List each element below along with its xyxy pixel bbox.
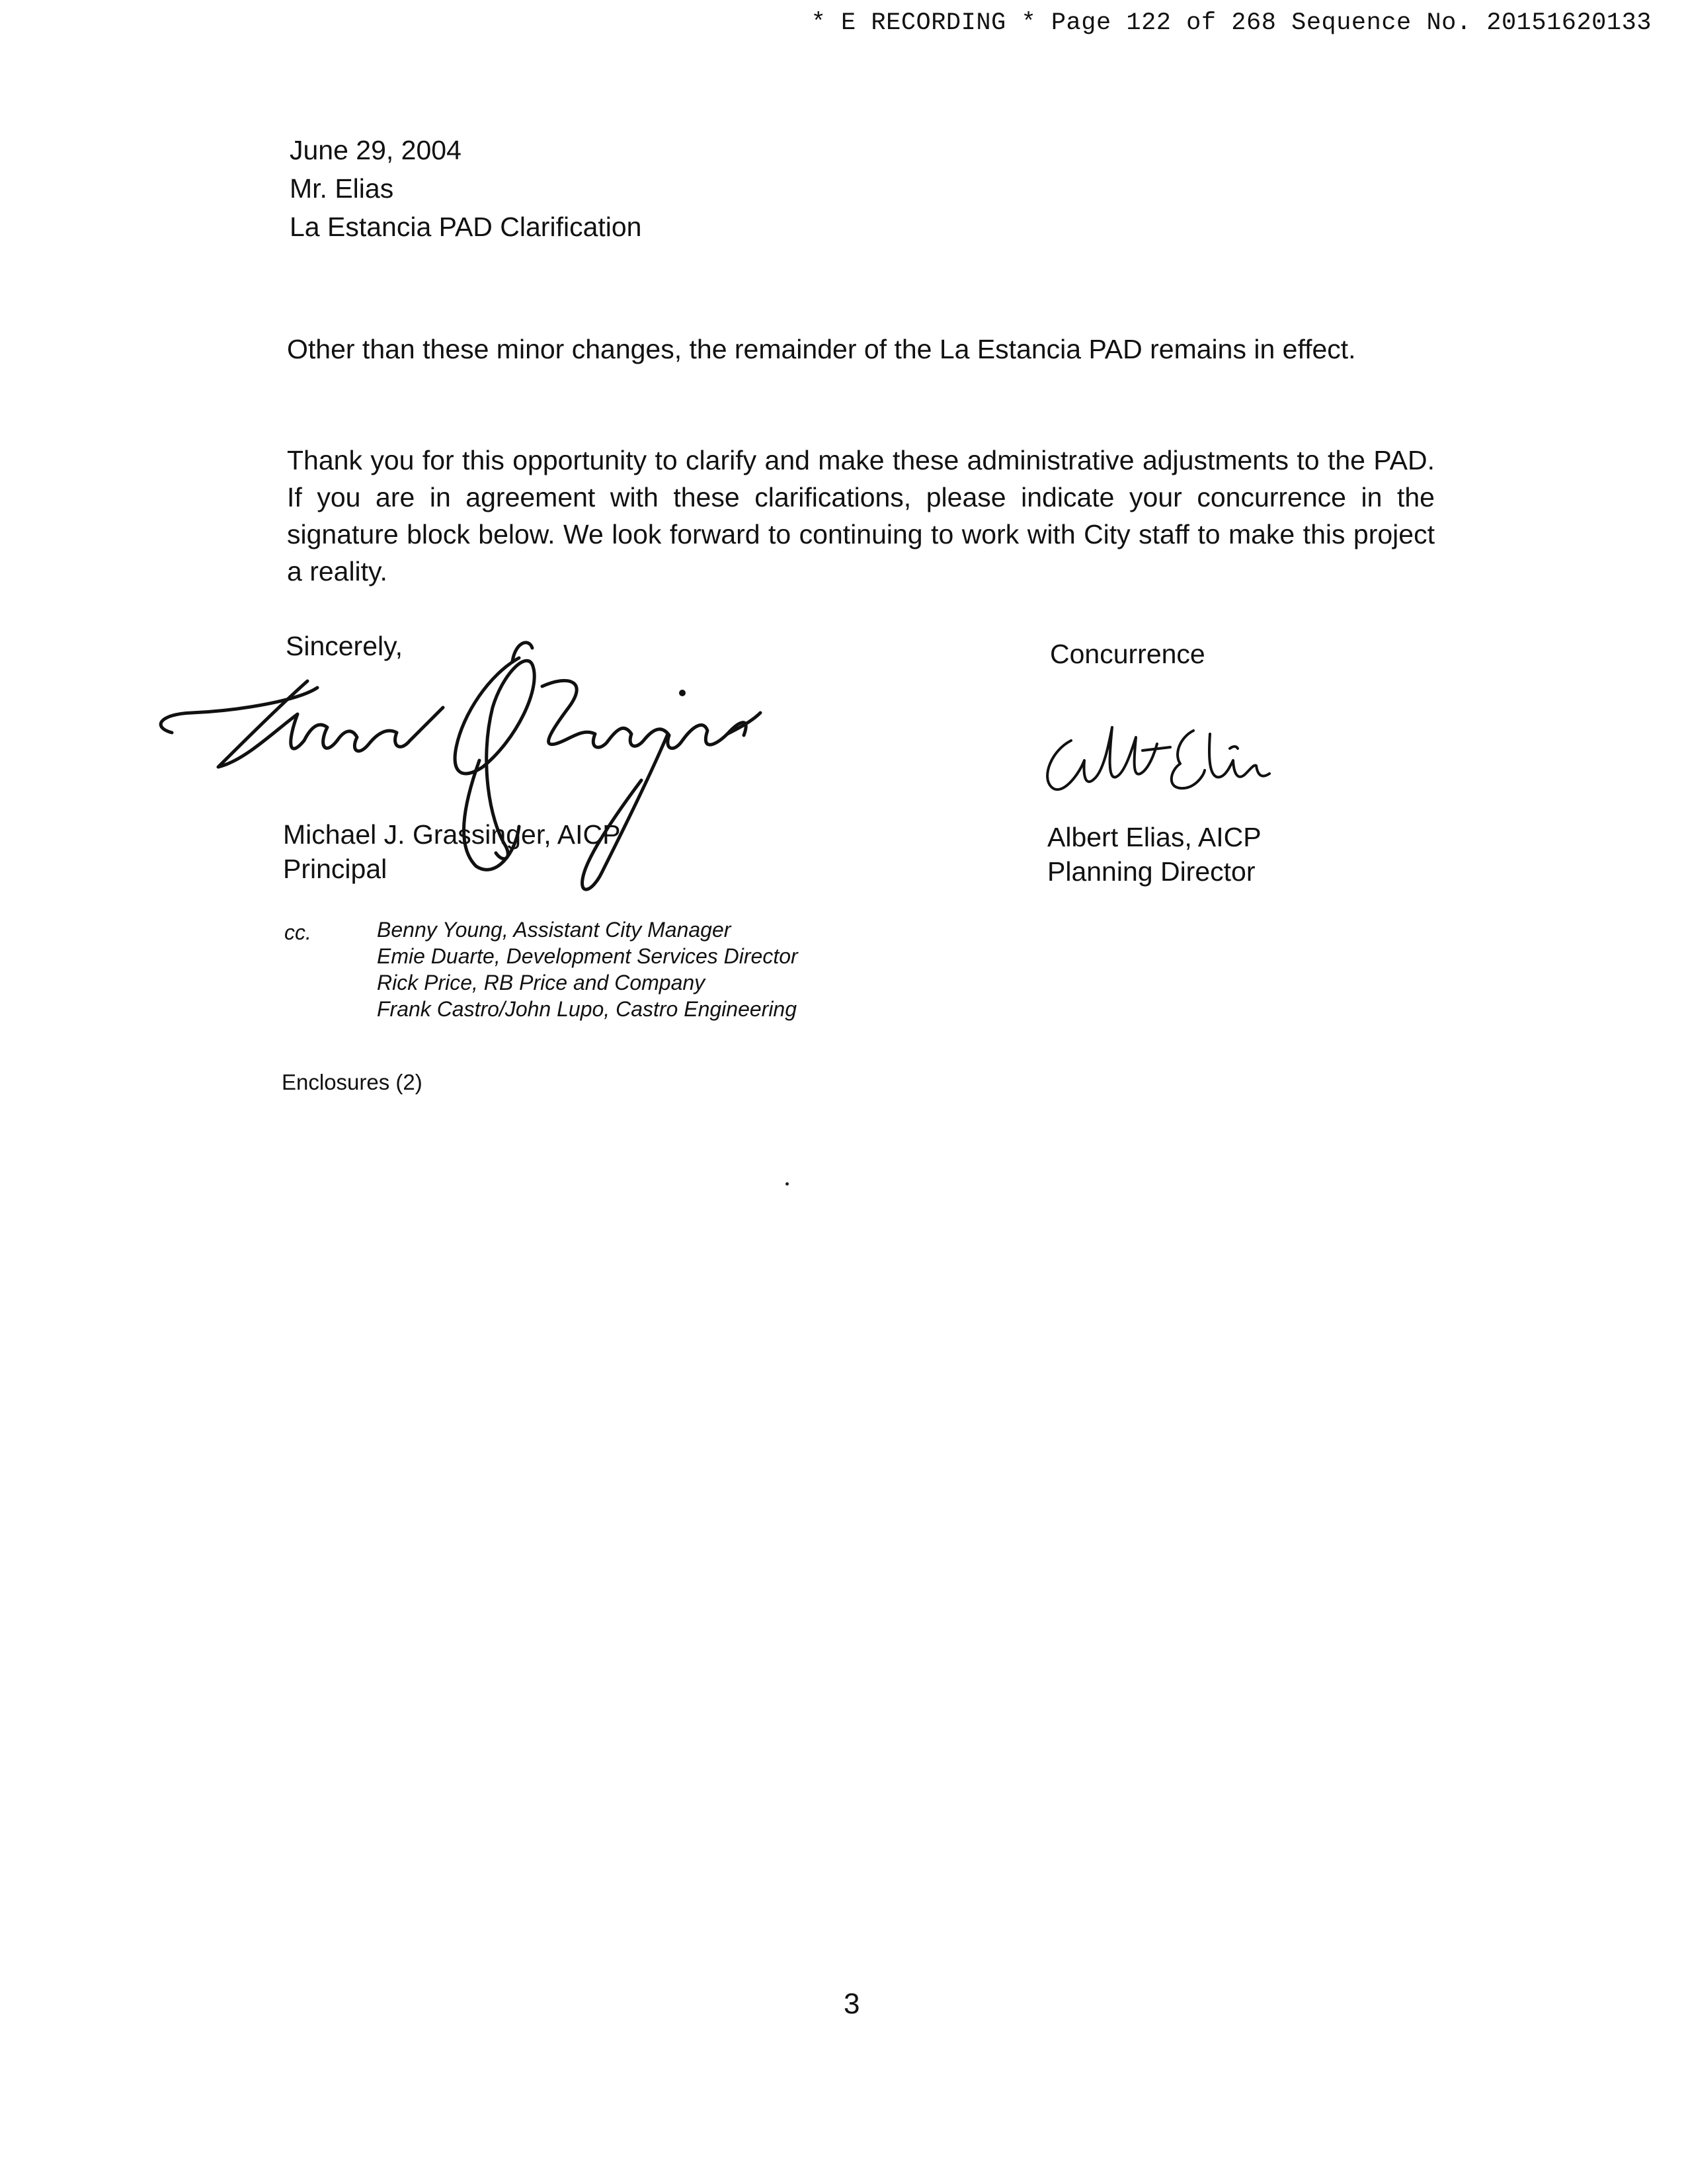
paragraph-thank-you: Thank you for this opportunity to clarify and make these administrative adjustments to the PAD. If you are in agreement with these clarifications, please indicate your concurrence in the signature block below. We look forward to continuing to work with City staff to make this project a reality.: [287, 445, 1435, 586]
concurring-title: Planning Director: [1047, 856, 1256, 887]
concurrence-signature-icon: [1031, 714, 1309, 807]
letter-heading: [290, 131, 641, 246]
letter-date: June 29, 2004: [290, 135, 462, 165]
sender-signature-block: [283, 817, 620, 886]
letter-subject: La Estancia PAD Clarification: [290, 212, 642, 242]
concurrence-label: Concurrence: [1050, 639, 1205, 669]
concurring-name: Albert Elias, AICP: [1047, 822, 1262, 852]
cc-list: [377, 916, 798, 1022]
recording-header: * E RECORDING * Page 122 of 268 Sequence No. 20151620133: [811, 9, 1652, 37]
cc-recipient: Rick Price, RB Price and Company: [377, 971, 705, 994]
enclosures-note: Enclosures (2): [282, 1070, 422, 1094]
page-number: 3: [844, 1988, 860, 2020]
concurrence-signature-block: [1047, 820, 1262, 889]
closing-salutation: Sincerely,: [286, 631, 403, 661]
cc-recipient: Emie Duarte, Development Services Director: [377, 944, 798, 968]
cc-recipient: Frank Castro/John Lupo, Castro Engineering: [377, 997, 797, 1021]
cc-recipient: Benny Young, Assistant City Manager: [377, 918, 731, 942]
sender-title: Principal: [283, 854, 387, 884]
scan-speck: [785, 1182, 789, 1186]
cc-label: cc.: [284, 920, 311, 944]
paragraph-remainder: Other than these minor changes, the remainder of the La Estancia PAD remains in effect.: [287, 334, 1356, 364]
letter-recipient: Mr. Elias: [290, 173, 394, 204]
sender-name: Michael J. Grassinger, AICP: [283, 819, 621, 850]
